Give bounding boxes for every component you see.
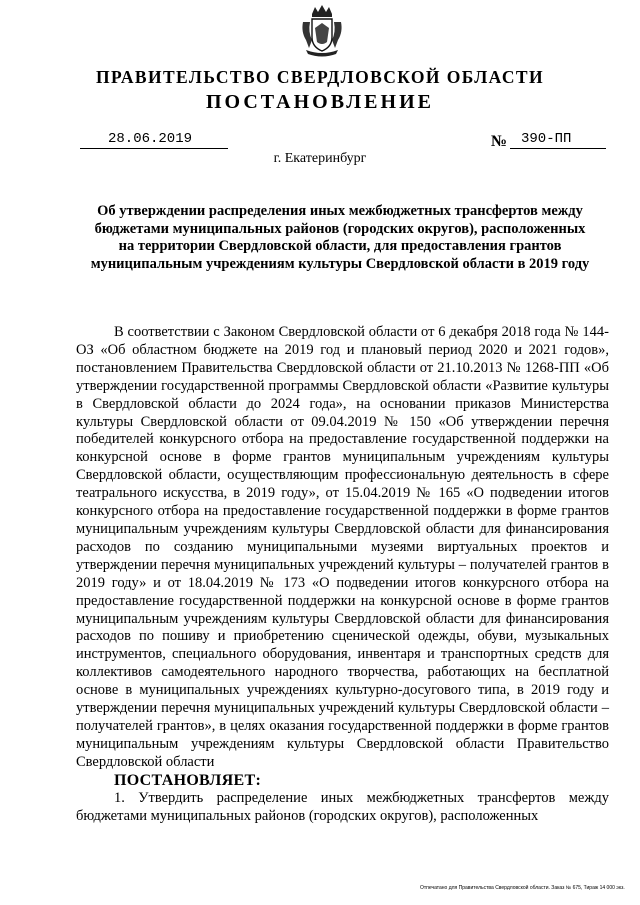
- number-underline: [510, 148, 606, 149]
- document-number: 390-ПП: [521, 131, 572, 147]
- government-name: ПРАВИТЕЛЬСТВО СВЕРДЛОВСКОЙ ОБЛАСТИ: [96, 67, 544, 87]
- preamble-paragraph: В соответствии с Законом Свердловской области от 6 декабря 2018 года № 144-ОЗ «Об областном бюджете на 2019 год и плановый период 2020 и 2021 годов», постановлением Правительства Свердловской области от 21.10.2013 № 1268-ПП «Об утверждении государственной программы Свердловской области «Развитие культуры в Свердловской области до 2024 года», на основании приказов Министерства культуры Свердловской области от 09.04.2019 № 150 «Об утверждении перечня победителей конкурсного отбора на предоставление государственной поддержки на конкурсной основе в форме грантов муниципальным учреждениям культуры Свердловской области, осуществляющим профессиональную деятельность в сфере театрального искусства, в 2019 году», от 15.04.2019 № 165 «О подведении итогов конкурсного отбора на предоставление государственной поддержки в форме грантов муниципальным учреждениям культуры Свердловской области для финансирования расходов по созданию муниципальными музеями виртуальных проектов и утверждении перечня муниципальных учреждений культуры – получателей грантов в 2019 году» и от 18.04.2019 № 173 «О подведении итогов конкурсного отбора на предоставление государственной поддержки на конкурсной основе в форме грантов муниципальным учреждениям культуры Свердловской области для финансирования расходов по пошиву и приобретению сценической одежды, обуви, музыкальных инструментов, специального оборудования, инвентаря и транспортных средств для коллективов самодеятельного народного творчества, работающих на бесплатной основе в муниципальных учреждениях культурно-досугового типа, в 2019 году и утверждении перечня муниципальных учреждений культуры Свердловской области – получателей грантов», в целях оказания государственной поддержки в форме грантов муниципальным учреждениям культуры Свердловской области Правительство Свердловской области: [76, 324, 609, 770]
- document-title: Об утверждении распределения иных межбюджетных трансфертов между бюджетами муниципальных районов (городских округов), расположенных на территории Свердловской области, для предоставления грантов муниципальным учреждениям культуры Свердловской области в 2019 году: [90, 203, 590, 272]
- coat-of-arms-icon: [300, 4, 344, 58]
- document-date: 28.06.2019: [108, 131, 193, 147]
- city: г. Екатеринбург: [273, 151, 367, 166]
- item-1-paragraph: 1. Утвердить распределение иных межбюджетных трансфертов между бюджетами муниципальных районов (городских округов), расположенных: [76, 789, 609, 824]
- number-sign: №: [491, 133, 508, 150]
- print-footer: Отпечатано для Правительства Свердловской области. Заказ № 675, Тираж 14 000 экз.: [420, 885, 625, 891]
- document-type: ПОСТАНОВЛЕНИЕ: [206, 91, 434, 113]
- resolves-heading: ПОСТАНОВЛЯЕТ:: [114, 771, 262, 789]
- document-body: [76, 324, 609, 825]
- date-underline: [80, 148, 228, 149]
